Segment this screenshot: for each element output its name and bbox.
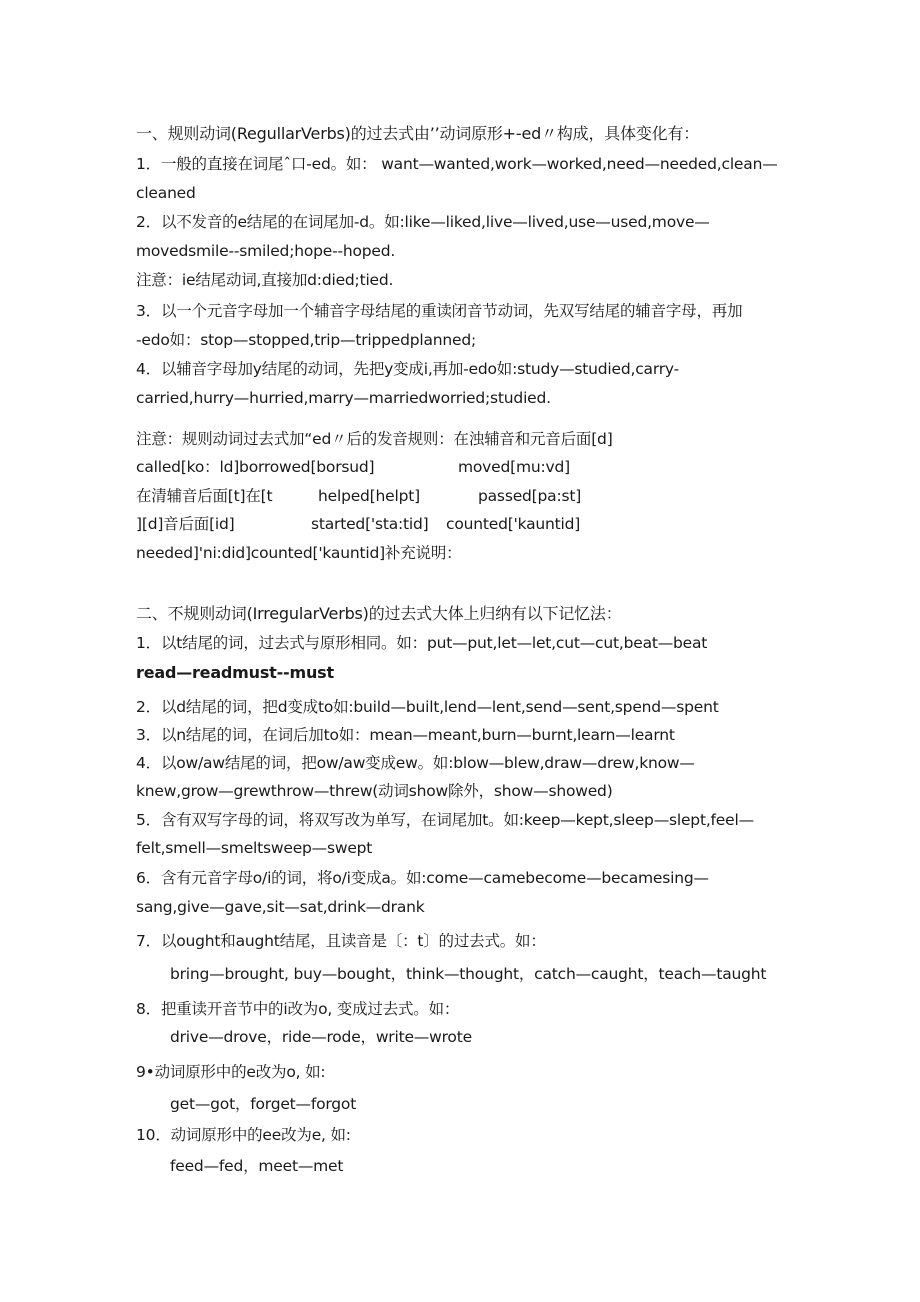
irr-rule8-examples: drive—drove，ride—rode，write—wrote xyxy=(170,1028,472,1046)
irr-rule10-title: 10．动词原形中的ee改为e, 如: xyxy=(136,1126,351,1144)
rule3-line1: 3．以一个元音字母加一个辅音字母结尾的重读闭音节动词，先双写结尾的辅音字母，再加 xyxy=(136,302,743,320)
irr-rule5-line2: felt,smell—smeltsweep—swept xyxy=(136,839,373,857)
irr-rule7-title: 7．以ought和aught结尾，且读音是〔：t〕的过去式。如： xyxy=(136,932,546,950)
irr-rule4-line1: 4．以ow/aw结尾的词，把ow/aw变成ew。如:blow—blew,draw—drew,know— xyxy=(136,754,695,772)
irr-rule3: 3．以n结尾的词，在词后加to如：mean—meant,burn—burnt,learn—learnt xyxy=(136,726,675,744)
irr-rule2: 2．以d结尾的词，把d变成to如:build—built,lend—lent,send—sent,spend—spent xyxy=(136,698,719,716)
irr-rule4-line2: knew,grow—grewthrow—threw(动词show除外，show—showed) xyxy=(136,782,613,800)
rule1-line2: cleaned xyxy=(136,184,196,202)
irr-rule9-title: 9•动词原形中的e改为o, 如: xyxy=(136,1063,326,1081)
irr-rule8-title: 8．把重读开音节中的i改为o, 变成过去式。如： xyxy=(136,1000,460,1018)
irr-rule6-line2: sang,give—gave,sit—sat,drink—drank xyxy=(136,898,425,916)
pron-voiceless-label: 在清辅音后面[t]在[t xyxy=(136,487,273,505)
section1-title: 一、规则动词(RegullarVerbs)的过去式由’’动词原形+-ed〃构成，具体变化有： xyxy=(136,124,700,143)
pron-moved: moved[mu:vd] xyxy=(458,458,570,476)
section2-title: 二、不规则动词(IrregularVerbs)的过去式大体上归纳有以下记忆法： xyxy=(136,604,622,623)
irr-rule1: 1．以t结尾的词，过去式与原形相同。如：put—put,let—let,cut—cut,beat—beat xyxy=(136,634,708,652)
note-ie: 注意：ie结尾动词,直接加d:died;tied. xyxy=(136,271,394,289)
rule4-line2: carried,hurry—hurried,marry—marriedworried;studied. xyxy=(136,389,551,407)
note-pronunciation: 注意：规则动词过去式加“ed〃后的发音规则：在浊辅音和元音后面[d] xyxy=(136,430,613,448)
pron-passed: passed[pa:st] xyxy=(478,487,582,505)
pron-started: started['sta:tid] xyxy=(311,515,429,533)
rule2-line2: movedsmile--smiled;hope--hoped. xyxy=(136,242,396,260)
rule1-line1: 1．一般的直接在词尾ˆ口-ed。如： want—wanted,work—worked,need—needed,clean— xyxy=(136,155,778,173)
irr-rule6-line1: 6．含有元音字母o/i的词，将o/i变成a。如:come—camebecome—becamesing— xyxy=(136,869,709,887)
rule2-line1: 2．以不发音的e结尾的在词尾加-d。如:like—liked,live—lived,use—used,move— xyxy=(136,213,710,231)
irr-rule10-examples: feed—fed，meet—met xyxy=(170,1157,344,1175)
pron-needed: needed]'ni:did]counted['kauntid]补充说明： xyxy=(136,544,462,562)
irr-rule5-line1: 5．含有双写字母的词，将双写改为单写，在词尾加t。如:keep—kept,sleep—slept,feel— xyxy=(136,811,754,829)
rule3-line2: -edo如：stop—stopped,trip—trippedplanned; xyxy=(136,331,477,349)
pron-helped: helped[helpt] xyxy=(318,487,420,505)
irr-rule9-examples: get—got，forget—forgot xyxy=(170,1095,357,1113)
irr-rule1-bold: read—readmust--must xyxy=(136,663,334,682)
pron-voiced-examples: called[ko：ld]borrowed[borsud] xyxy=(136,458,375,476)
rule4-line1: 4．以辅音字母加y结尾的动词，先把y变成i,再加-edo如:study—studied,carry- xyxy=(136,360,680,378)
pron-td-label: ][d]音后面[id] xyxy=(136,515,235,533)
irr-rule7-examples: bring—brought, buy—bought，think—thought，catch—caught，teach—taught xyxy=(170,965,767,983)
pron-counted: counted['kauntid] xyxy=(446,515,581,533)
